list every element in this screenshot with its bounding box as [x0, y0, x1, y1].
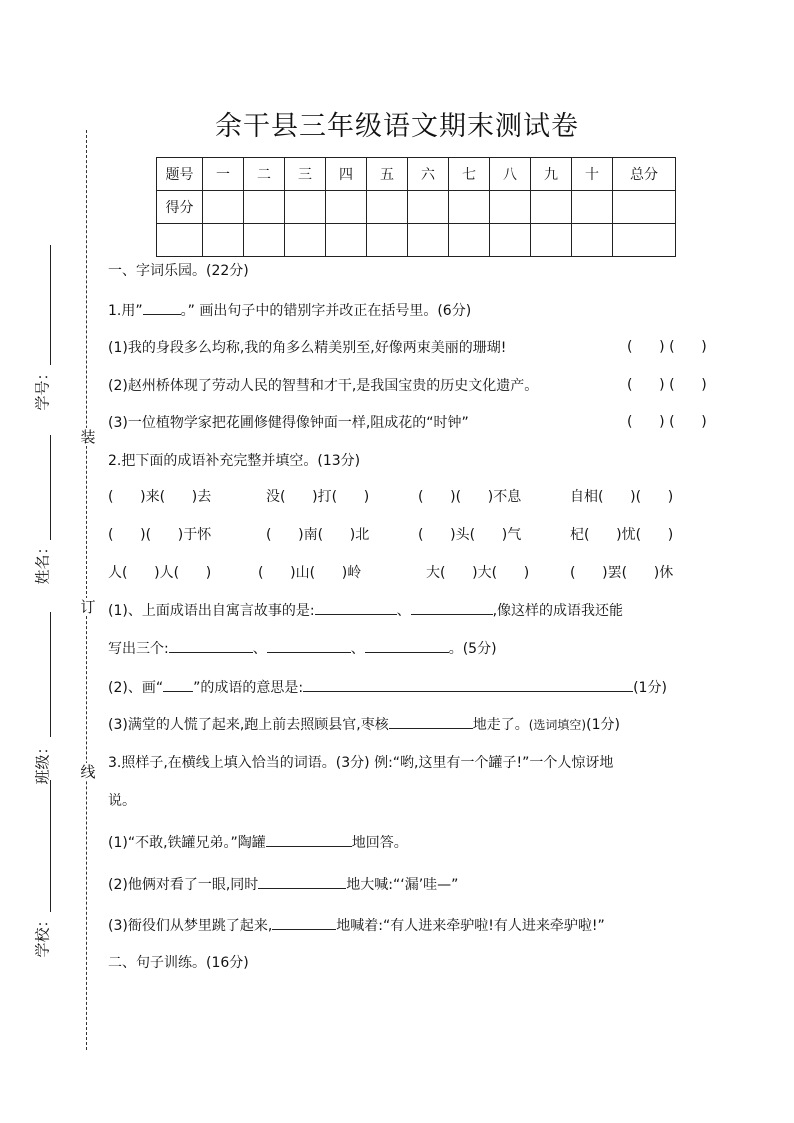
q1-item-3-answer[interactable]: ( ) ( )	[627, 414, 707, 430]
section-1-heading: 一、字词乐园。(22分)	[108, 263, 249, 279]
idiom-fill[interactable]: ( )( )于怀	[108, 527, 212, 543]
class-line[interactable]	[50, 612, 51, 737]
binding-dashed-line	[86, 130, 87, 1050]
q3-item-3-text-a: (3)衙役们从梦里跳了起来,	[108, 918, 273, 934]
score-table-score-row	[157, 191, 676, 224]
score-header-cell: 五	[367, 158, 408, 191]
q2-sub1-sep: 、	[350, 641, 365, 657]
school-line[interactable]	[50, 780, 51, 912]
q2-sub2-score: (1分)	[633, 680, 667, 696]
q2-sub2	[108, 677, 667, 697]
q1-prompt-a: 1.用”	[108, 303, 143, 319]
score-row-label: 得分	[157, 191, 203, 224]
score-header-cell: 三	[285, 158, 326, 191]
q1-item-1-answer[interactable]: ( ) ( )	[627, 339, 707, 355]
score-cell[interactable]	[244, 191, 285, 224]
q2-sub2-text-a: (2)、画“	[108, 680, 164, 696]
score-cell[interactable]	[367, 191, 408, 224]
q2-sub3-note: (选词填空)	[528, 718, 587, 732]
score-header-cell: 题号	[157, 158, 203, 191]
student-id-line[interactable]	[50, 245, 51, 365]
score-cell[interactable]	[449, 224, 490, 257]
idiom-fill[interactable]: ( )( )不息	[418, 489, 522, 505]
idiom-fill[interactable]: ( )罢( )休	[570, 565, 674, 581]
score-cell[interactable]	[157, 224, 203, 257]
q2-sub3-score: (1分)	[586, 717, 620, 733]
idiom-fill[interactable]: ( )山( )岭	[258, 565, 362, 581]
q2-sub2-mark-blank	[163, 677, 193, 692]
score-header-cell: 六	[408, 158, 449, 191]
score-cell[interactable]	[613, 224, 676, 257]
q3-item-2	[108, 874, 458, 894]
q2-sub1-blank-3[interactable]	[169, 638, 253, 653]
q3-item-2-text-a: (2)他俩对看了一眼,同时	[108, 877, 259, 893]
student-id-label: 学号：	[33, 365, 52, 411]
q3-item-1	[108, 832, 408, 852]
q2-sub3-blank[interactable]	[389, 714, 473, 729]
section-2-heading: 二、句子训练。(16分)	[108, 955, 249, 971]
score-cell[interactable]	[285, 224, 326, 257]
q3-item-3-blank[interactable]	[272, 915, 336, 930]
q2-sub1	[108, 600, 623, 620]
q2-sub1-text-c: 写出三个:	[108, 641, 169, 657]
q2-sub1-cont	[108, 638, 497, 658]
class-label: 班级：	[33, 739, 52, 785]
q1-prompt-b: 。” 画出句子中的错别字并改正在括号里。(6分)	[180, 303, 472, 319]
binding-char-zhuang: 装	[80, 428, 96, 446]
q3-item-2-blank[interactable]	[258, 874, 346, 889]
q1-prompt	[108, 300, 471, 320]
idiom-fill[interactable]: 大( )大( )	[426, 565, 530, 581]
q3-item-1-blank[interactable]	[266, 832, 352, 847]
score-table-header-row	[157, 158, 676, 191]
idiom-fill[interactable]: ( )来( )去	[108, 489, 212, 505]
score-cell[interactable]	[367, 224, 408, 257]
score-cell[interactable]	[490, 224, 531, 257]
q3-prompt-cont: 说。	[108, 793, 136, 809]
score-table-empty-row	[157, 224, 676, 257]
score-cell[interactable]	[326, 191, 367, 224]
q2-sub3-text-a: (3)满堂的人慌了起来,跑上前去照顾县官,枣核	[108, 717, 389, 733]
score-cell[interactable]	[408, 191, 449, 224]
q2-sub1-text-b: ,像这样的成语我还能	[492, 603, 624, 619]
q2-sub1-blank-2[interactable]	[411, 600, 493, 615]
score-cell[interactable]	[449, 191, 490, 224]
q3-item-3-text-b: 地喊着:“有人进来牵驴啦!有人进来牵驴啦!”	[336, 918, 605, 934]
score-header-cell: 二	[244, 158, 285, 191]
q1-mark-blank	[143, 300, 181, 315]
score-header-cell: 十	[572, 158, 613, 191]
idiom-fill[interactable]: ( )头( )气	[418, 527, 522, 543]
q2-sub1-text-d: 。(5分)	[448, 641, 497, 657]
score-cell[interactable]	[572, 191, 613, 224]
q2-sub1-sep: 、	[252, 641, 267, 657]
idiom-fill[interactable]: 杞( )忧( )	[570, 527, 674, 543]
q1-item-2-answer[interactable]: ( ) ( )	[627, 377, 707, 393]
score-cell[interactable]	[244, 224, 285, 257]
idiom-fill[interactable]: 自相( )( )	[570, 489, 674, 505]
binding-char-ding: 订	[80, 598, 96, 616]
q3-prompt: 3.照样子,在横线上填入恰当的词语。(3分) 例:“哟,这里有一个罐子!”一个人惊讶地	[108, 755, 614, 771]
q1-item-2: (2)赵州桥体现了劳动人民的智彗和才干,是我国宝贵的历史文化遗产。	[108, 378, 539, 394]
score-header-cell: 总分	[613, 158, 676, 191]
exam-title: 余干县三年级语文期末测试卷	[215, 111, 579, 142]
score-cell[interactable]	[203, 191, 244, 224]
score-table	[156, 157, 676, 257]
q2-sub1-blank-1[interactable]	[315, 600, 397, 615]
idiom-fill[interactable]: ( )南( )北	[266, 527, 370, 543]
q2-sub1-blank-5[interactable]	[365, 638, 449, 653]
name-label: 姓名：	[33, 539, 52, 585]
q3-item-1-text-a: (1)“不敢,铁罐兄弟。”陶罐	[108, 835, 266, 851]
idiom-fill[interactable]: 没( )打( )	[266, 489, 370, 505]
q1-item-3: (3)一位植物学家把花圃修健得像钟面一样,阻成花的“时钟”	[108, 415, 469, 431]
binding-char-xian: 线	[80, 763, 96, 781]
score-cell[interactable]	[572, 224, 613, 257]
score-cell[interactable]	[613, 191, 676, 224]
score-cell[interactable]	[531, 224, 572, 257]
score-header-cell: 一	[203, 158, 244, 191]
q2-sub3-text-b: 地走了。	[472, 717, 529, 733]
score-header-cell: 四	[326, 158, 367, 191]
name-line[interactable]	[50, 435, 51, 540]
score-header-cell: 九	[531, 158, 572, 191]
q1-item-1: (1)我的身段多么均称,我的角多么精美别至,好像两束美丽的珊瑚!	[108, 340, 507, 356]
school-label: 学校：	[33, 912, 52, 958]
q3-item-1-text-b: 地回答。	[351, 835, 408, 851]
score-cell[interactable]	[408, 224, 449, 257]
score-cell[interactable]	[326, 224, 367, 257]
score-cell[interactable]	[531, 191, 572, 224]
score-cell[interactable]	[203, 224, 244, 257]
score-header-cell: 八	[490, 158, 531, 191]
q2-sub2-answer-blank[interactable]	[303, 677, 633, 692]
q2-sub1-text-a: (1)、上面成语出自寓言故事的是:	[108, 603, 315, 619]
q3-item-2-text-b: 地大喊:“‘漏’哇—”	[346, 877, 459, 893]
q2-sub2-text-b: ”的成语的意思是:	[193, 680, 304, 696]
score-cell[interactable]	[490, 191, 531, 224]
score-header-cell: 七	[449, 158, 490, 191]
score-cell[interactable]	[285, 191, 326, 224]
q3-item-3	[108, 915, 605, 935]
q2-sub3	[108, 714, 620, 734]
q2-sub1-sep: 、	[396, 603, 411, 619]
q2-prompt: 2.把下面的成语补充完整并填空。(13分)	[108, 453, 361, 469]
q2-sub1-blank-4[interactable]	[267, 638, 351, 653]
idiom-fill[interactable]: 人( )人( )	[108, 565, 212, 581]
